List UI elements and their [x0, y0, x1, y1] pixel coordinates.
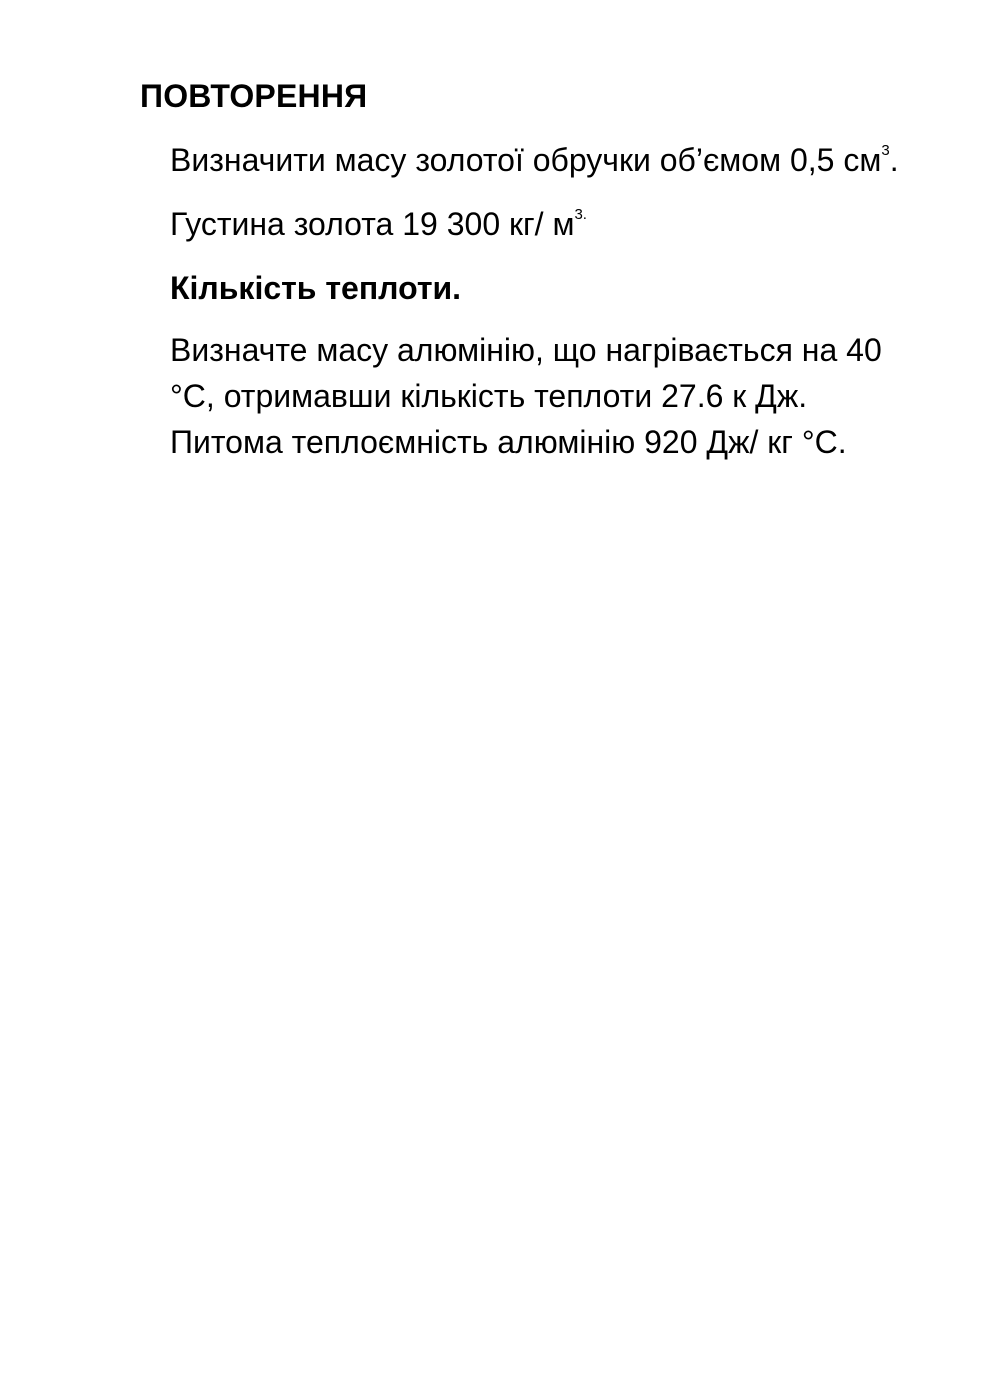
task2-line2: °С, отримавши кількість теплоти 27.6 к Дж. — [170, 378, 808, 414]
task1-line1-period: . — [889, 142, 899, 178]
section2-title: Кількість теплоти. — [170, 270, 462, 306]
task1-line1-text: Визначити масу золотої обручки об’ємом 0,5 см — [170, 142, 882, 178]
task2-line1: Визначте масу алюмінію, що нагрівається на 40 — [170, 332, 882, 368]
task1-line1 — [170, 142, 899, 179]
task1-line2 — [170, 206, 587, 243]
task2-line3: Питома теплоємність алюмінію 920 Дж/ кг °С. — [170, 424, 847, 460]
section-heading: ПОВТОРЕННЯ — [140, 78, 368, 114]
task1-line2-superscript: 3. — [574, 206, 587, 224]
task1-line1-superscript: 3 — [881, 142, 890, 160]
task1-line2-text: Густина золота 19 300 кг/ м — [170, 206, 575, 242]
